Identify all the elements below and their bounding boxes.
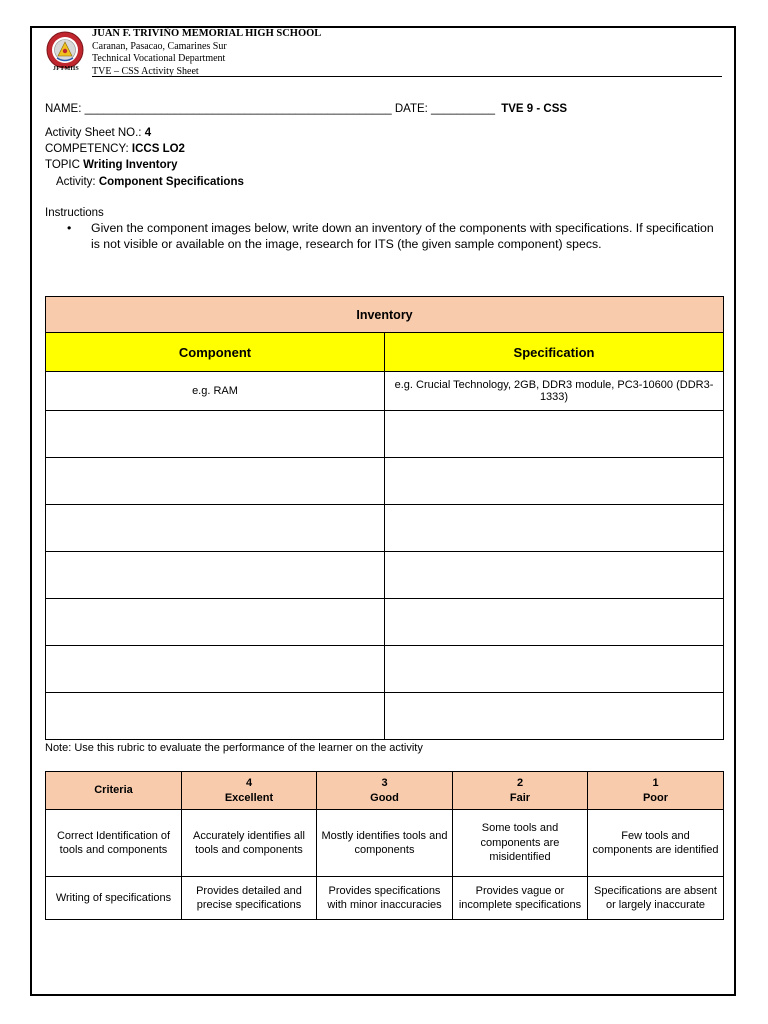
rubric-cell-4: Provides detailed and precise specifications [182,877,317,920]
specification-input-cell[interactable] [385,599,724,646]
rubric-header-row [46,772,724,810]
component-input-cell[interactable] [46,693,385,740]
score-label: Fair [509,791,531,804]
rubric-cell-4: Accurately identifies all tools and components [182,810,317,877]
column-header-component: Component [46,333,385,372]
rubric-header-score-3 [317,772,453,810]
table-row [46,505,724,552]
activity-sheet-number: 4 [144,127,152,139]
rubric-criteria-cell: Correct Identification of tools and components [46,810,182,877]
specification-input-cell[interactable] [385,458,724,505]
instructions-heading: Instructions [45,207,104,219]
topic-value: Writing Inventory [83,159,178,171]
school-name: JUAN F. TRIVIÑO MEMORIAL HIGH SCHOOL [92,28,322,39]
example-component-cell: e.g. RAM [46,372,385,411]
component-input-cell[interactable] [46,411,385,458]
department-name: Technical Vocational Department [92,53,226,64]
date-field[interactable]: __________ [431,103,496,115]
rubric-table [45,771,724,920]
table-row [46,693,724,740]
rubric-row [46,877,724,920]
activity-label: Activity: [56,176,96,188]
bullet-icon: • [67,221,72,235]
component-input-cell[interactable] [46,552,385,599]
activity-sheet-label: Activity Sheet NO.: [45,127,142,139]
topic-line [45,159,178,171]
rubric-header-score-2 [453,772,588,810]
rubric-note: Note: Use this rubric to evaluate the performance of the learner on the activity [45,742,423,754]
course-label: TVE 9 - CSS [501,103,568,115]
score-number: 1 [652,777,659,789]
school-header [92,28,732,78]
rubric-header-criteria: Criteria [46,772,182,810]
rubric-cell-3: Mostly identifies tools and components [317,810,453,877]
competency-label: COMPETENCY: [45,143,129,155]
score-number: 2 [516,777,524,789]
rubric-cell-1: Specifications are absent or largely inaccurate [588,877,724,920]
example-specification-cell: e.g. Crucial Technology, 2GB, DDR3 module, PC3-10600 (DDR3-1333) [385,372,724,411]
rubric-header-score-1 [588,772,724,810]
specification-input-cell[interactable] [385,411,724,458]
competency-value: ICCS LO2 [131,143,185,155]
table-row [46,372,724,411]
table-row [46,458,724,505]
logo-caption: JFTMHS [52,66,80,72]
score-number: 4 [245,777,253,789]
school-address: Caranan, Pasacao, Camarines Sur [92,40,227,52]
instruction-text: Given the component images below, write down an inventory of the components with specifications. If specification is not visible or available on the image, research for ITS (the given sample component) specs. [91,221,714,251]
name-date-line [45,103,567,115]
date-label: DATE: [394,103,428,115]
topic-label: TOPIC [45,159,80,171]
activity-line [56,176,244,188]
rubric-cell-3: Provides specifications with minor inaccuracies [317,877,453,920]
table-row [46,552,724,599]
score-label: Excellent [224,791,274,804]
score-label: Poor [642,791,669,804]
column-header-specification: Specification [385,333,724,372]
rubric-cell-2: Provides vague or incomplete specifications [453,877,588,920]
component-input-cell[interactable] [46,599,385,646]
table-row [46,411,724,458]
table-row [46,599,724,646]
activity-value: Component Specifications [98,176,244,188]
rubric-criteria-cell: Writing of specifications [46,877,182,920]
component-input-cell[interactable] [46,646,385,693]
rubric-row [46,810,724,877]
specification-input-cell[interactable] [385,693,724,740]
rubric-header-score-4 [182,772,317,810]
instruction-item [45,221,725,252]
rubric-cell-2: Some tools and components are misidentified [453,810,588,877]
table-row [46,646,724,693]
specification-input-cell[interactable] [385,552,724,599]
instructions-list [45,221,725,252]
score-number: 3 [381,777,388,789]
inventory-table [45,296,724,740]
specification-input-cell[interactable] [385,646,724,693]
header-rule [92,76,722,77]
sheet-type: TVE – CSS Activity Sheet [92,65,199,77]
specification-input-cell[interactable] [385,505,724,552]
component-input-cell[interactable] [46,505,385,552]
name-field[interactable]: ________________________________________________ [84,103,392,115]
activity-sheet-line [45,127,151,139]
inventory-title: Inventory [46,297,724,333]
name-label: NAME: [45,103,82,115]
component-input-cell[interactable] [46,458,385,505]
competency-line [45,143,185,155]
score-label: Good [370,791,399,804]
rubric-cell-1: Few tools and components are identified [588,810,724,877]
